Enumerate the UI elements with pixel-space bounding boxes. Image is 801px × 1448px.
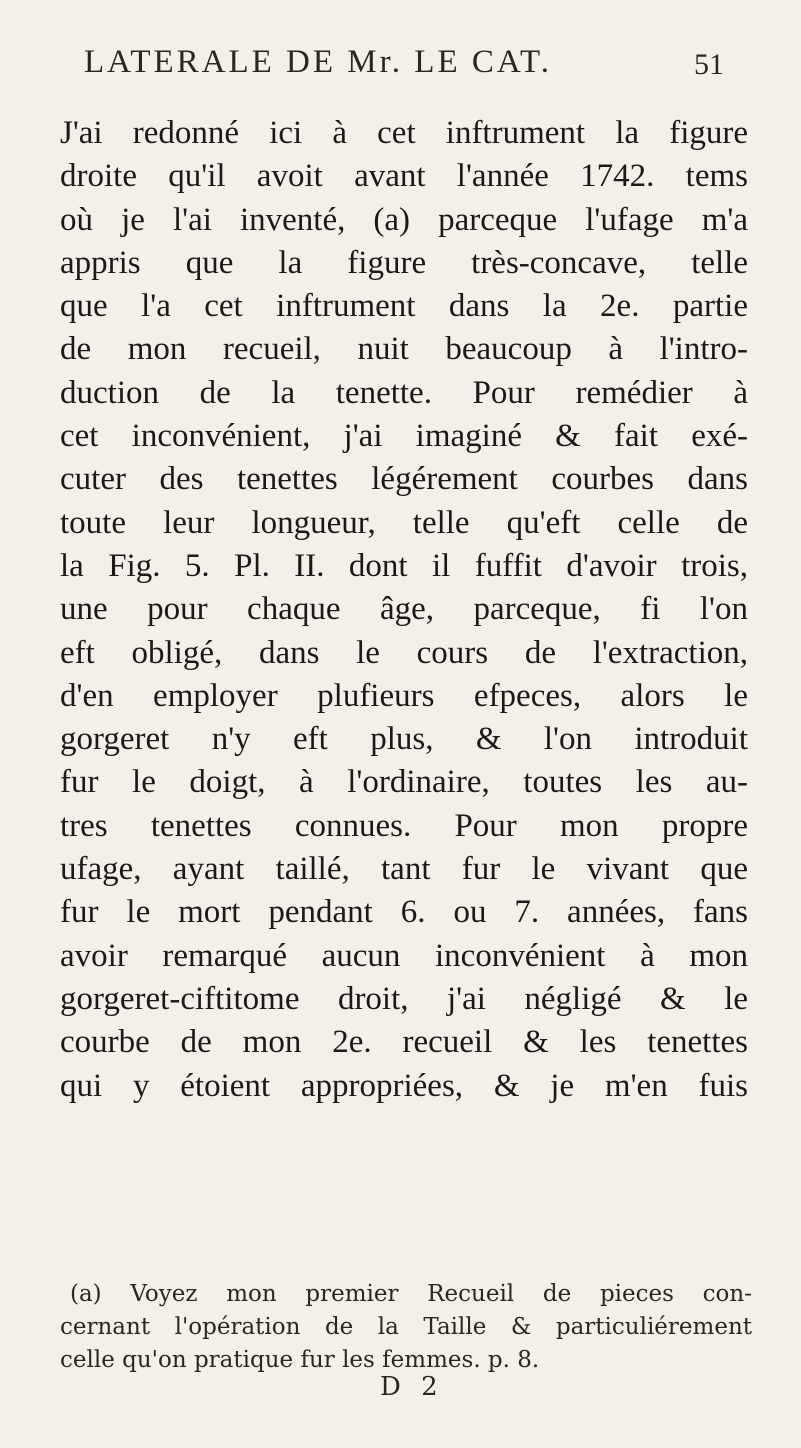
text-line: tres tenettes connues. Pour mon propre: [60, 807, 748, 844]
footnote-line: celle qu'on pratique fur les femmes. p. 8.: [60, 1347, 540, 1373]
text-line: ufage, ayant taillé, tant fur le vivant que: [60, 851, 748, 888]
running-title: LATERALE DE Mr. LE CAT.: [84, 44, 553, 80]
text-line: où je l'ai inventé, (a) parceque l'ufage m'a: [60, 201, 748, 238]
text-line: cet inconvénient, j'ai imaginé & fait exé-: [60, 418, 748, 455]
running-head: [84, 44, 724, 94]
signature-mark: D 2: [380, 1372, 444, 1402]
text-line: la Fig. 5. Pl. II. dont il fuffit d'avoir trois,: [60, 547, 748, 584]
footnote-line: (a) Voyez mon premier Recueil de pieces con-: [70, 1281, 752, 1307]
text-line: avoir remarqué aucun inconvénient à mon: [60, 937, 748, 974]
text-line: fur le doigt, à l'ordinaire, toutes les au-: [60, 764, 748, 801]
text-line: droite qu'il avoit avant l'année 1742. tems: [60, 158, 748, 195]
text-line: gorgeret-ciftitome droit, j'ai négligé & le: [60, 980, 748, 1017]
page-number: 51: [694, 48, 724, 81]
text-line: qui y étoient appropriées, & je m'en fuis: [60, 1067, 748, 1104]
text-line: eft obligé, dans le cours de l'extraction,: [60, 634, 748, 671]
text-line: courbe de mon 2e. recueil & les tenettes: [60, 1024, 748, 1061]
footnote: [60, 1278, 752, 1377]
text-line: appris que la figure très-concave, telle: [60, 244, 748, 281]
text-line: fur le mort pendant 6. ou 7. années, fans: [60, 894, 748, 931]
text-line: duction de la tenette. Pour remédier à: [60, 374, 748, 411]
footnote-line: cernant l'opération de la Taille & particuliérement: [60, 1314, 752, 1340]
text-line: cuter des tenettes légérement courbes dans: [60, 461, 748, 498]
text-line: de mon recueil, nuit beaucoup à l'intro-: [60, 331, 748, 368]
text-line: une pour chaque âge, parceque, fi l'on: [60, 591, 748, 628]
text-line: toute leur longueur, telle qu'eft celle de: [60, 504, 748, 541]
text-line: J'ai redonné ici à cet inftrument la figure: [60, 115, 748, 151]
text-line: gorgeret n'y eft plus, & l'on introduit: [60, 721, 748, 758]
body-text: [60, 112, 748, 1108]
text-line: d'en employer plufieurs efpeces, alors le: [60, 677, 748, 714]
text-line: que l'a cet inftrument dans la 2e. partie: [60, 288, 748, 325]
